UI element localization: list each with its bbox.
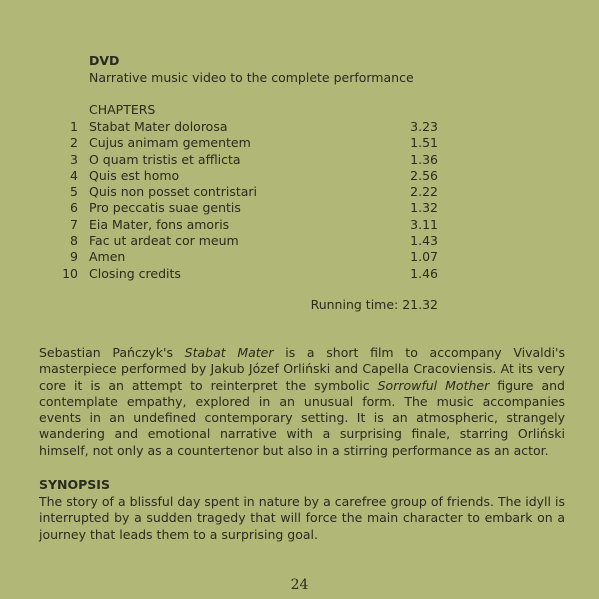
chapter-number: 10 xyxy=(62,265,78,281)
chapter-row xyxy=(0,184,599,200)
chapter-row xyxy=(0,200,599,216)
chapters-heading: CHAPTERS xyxy=(89,102,156,117)
chapter-number: 7 xyxy=(70,216,78,232)
chapter-row xyxy=(0,266,599,282)
intro-text-2: is a short film to accompany Vivaldi's masterpiece performed by Jakub Józef Orliński and Capella Cracoviensis. At its very core it is an attempt to reinterpret the symbolic xyxy=(39,345,566,393)
chapter-duration: 3.11 xyxy=(410,216,438,232)
chapter-duration: 1.32 xyxy=(410,200,438,216)
chapter-row xyxy=(0,135,599,151)
chapter-title: Quis est homo xyxy=(89,167,180,183)
chapter-row xyxy=(0,119,599,135)
chapter-duration: 3.23 xyxy=(410,119,438,134)
chapter-title: Quis non posset contristari xyxy=(89,184,257,200)
synopsis-paragraph: The story of a blissful day spent in nature by a carefree group of friends. The idyll is interrupted by a sudden tragedy that will force the main character to embark on a journey that leads them to a surprising goal. xyxy=(39,494,565,542)
chapter-duration: 1.43 xyxy=(410,233,438,249)
chapter-number: 3 xyxy=(70,151,78,167)
chapter-duration: 2.22 xyxy=(410,184,438,200)
chapter-number: 2 xyxy=(70,135,78,151)
chapter-duration: 1.07 xyxy=(410,249,438,265)
page-number: 24 xyxy=(290,577,309,593)
chapter-title: Eia Mater, fons amoris xyxy=(89,216,230,232)
chapter-row xyxy=(0,249,599,265)
chapter-duration: 1.36 xyxy=(410,151,438,167)
chapter-duration: 1.46 xyxy=(410,265,438,281)
chapter-number: 6 xyxy=(70,200,78,216)
chapter-title: Fac ut ardeat cor meum xyxy=(89,233,239,249)
chapter-number: 4 xyxy=(70,167,78,183)
chapter-row xyxy=(0,217,599,233)
running-time: Running time: 21.32 xyxy=(310,297,438,312)
synopsis-heading: SYNOPSIS xyxy=(39,477,110,492)
chapter-title: Amen xyxy=(89,249,126,265)
intro-title-italic: Stabat Mater xyxy=(184,345,274,360)
chapter-row xyxy=(0,168,599,184)
chapter-number: 1 xyxy=(70,119,78,134)
chapter-title: Cujus animam gementem xyxy=(89,135,251,151)
chapter-number: 8 xyxy=(70,233,78,249)
chapter-title: Pro peccatis suae gentis xyxy=(89,200,241,216)
chapter-number: 5 xyxy=(70,184,78,200)
intro-paragraph xyxy=(39,345,565,459)
intro-text-3: figure and contemplate empathy, explored in an unusual form. The music accompanies events in an undefined contemporary setting. It is an atmospheric, strangely wandering and emotional narrative with a surprising finale, starring Orliński himself, not only as a countertenor but also in a stirring performance as an actor. xyxy=(39,377,565,458)
chapter-title: Stabat Mater dolorosa xyxy=(89,119,228,134)
dvd-subtitle: Narrative music video to the complete performance xyxy=(89,70,414,85)
chapter-row xyxy=(0,152,599,168)
dvd-heading: DVD xyxy=(89,53,120,68)
intro-text-1: Sebastian Pańczyk's xyxy=(39,345,185,360)
chapter-list xyxy=(0,119,599,282)
chapter-title: O quam tristis et afflicta xyxy=(89,151,241,167)
intro-figure-italic: Sorrowful Mother xyxy=(377,377,490,393)
chapter-duration: 1.51 xyxy=(410,135,438,151)
chapter-row xyxy=(0,233,599,249)
chapter-number: 9 xyxy=(70,249,78,265)
chapter-title: Closing credits xyxy=(89,265,181,281)
chapter-duration: 2.56 xyxy=(410,167,438,183)
